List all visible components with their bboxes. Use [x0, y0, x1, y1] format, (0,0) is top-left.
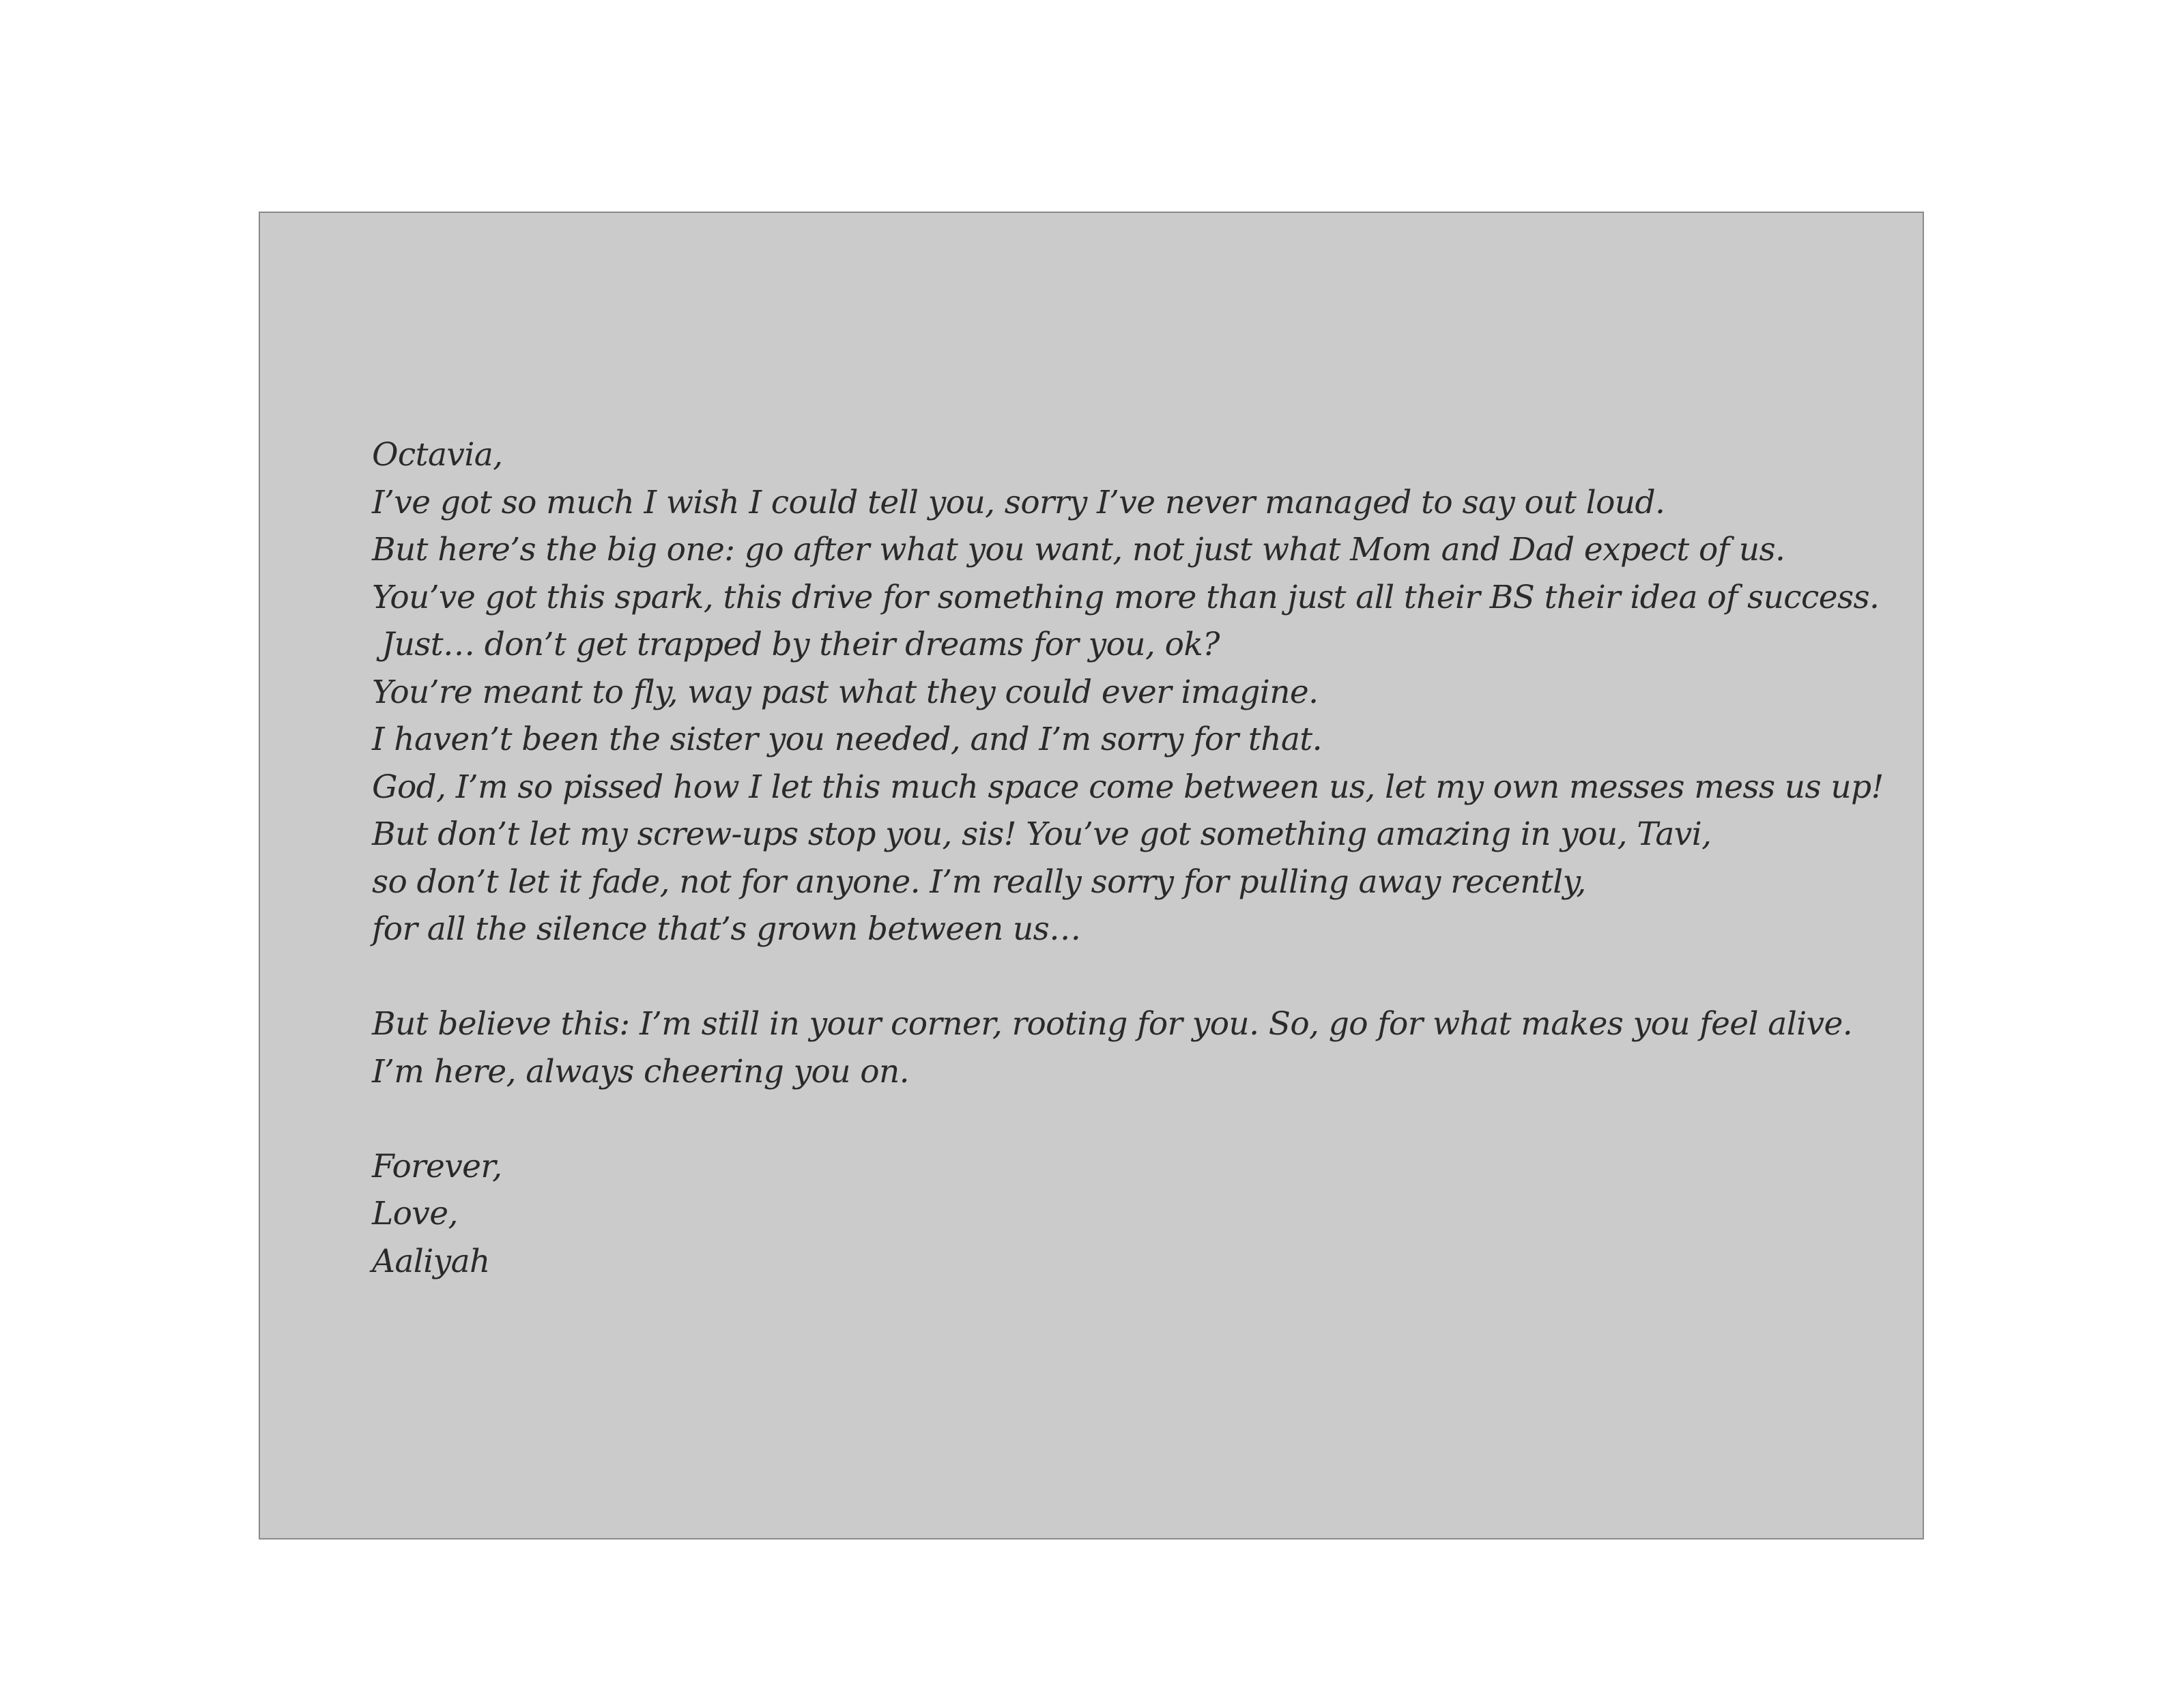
letter-salutation: Octavia,	[372, 436, 503, 474]
letter-line: But believe this: I’m still in your corner, rooting for you. So, go for what makes you feel alive.	[372, 1005, 1853, 1043]
letter-line: You’ve got this spark, this drive for something more than just all their BS their idea of success.	[372, 578, 1880, 616]
letter-line: But don’t let my screw-ups stop you, sis! You’ve got something amazing in you, Tavi,	[372, 815, 1712, 853]
letter-line: I’ve got so much I wish I could tell you, sorry I’ve never managed to say out loud.	[372, 483, 1665, 521]
closing-forever: Forever,	[372, 1147, 502, 1185]
closing-love: Love,	[372, 1195, 458, 1232]
letter-line: for all the silence that’s grown between us…	[372, 910, 1081, 948]
paragraph-gap	[372, 953, 1908, 1001]
letter-body	[372, 431, 1908, 1285]
letter-line: I haven’t been the sister you needed, and I’m sorry for that.	[372, 721, 1322, 758]
letter-line: You’re meant to fly, way past what they could ever imagine.	[372, 673, 1319, 711]
letter-line: I’m here, always cheering you on.	[372, 1052, 909, 1090]
letter-line: God, I’m so pissed how I let this much space come between us, let my own messes mess us up!	[372, 768, 1884, 806]
letter-line: so don’t let it fade, not for anyone. I’m really sorry for pulling away recently,	[372, 863, 1586, 901]
letter-card	[259, 212, 1924, 1539]
paragraph-gap	[372, 1095, 1908, 1143]
signature: Aaliyah	[372, 1242, 490, 1280]
letter-line: But here’s the big one: go after what you want, not just what Mom and Dad expect of us.	[372, 531, 1785, 568]
letter-line: Just… don’t get trapped by their dreams for you, ok?	[372, 626, 1220, 663]
